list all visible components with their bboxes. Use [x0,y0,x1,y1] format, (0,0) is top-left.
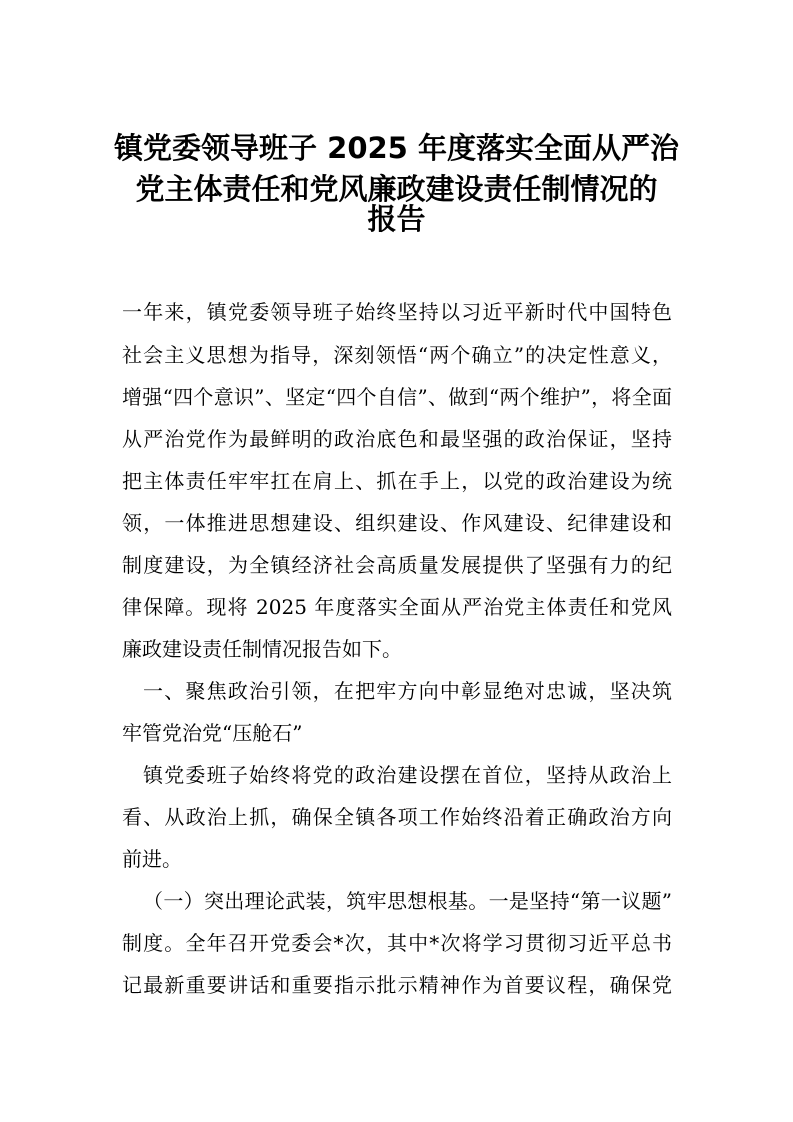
body-line: 把主体责任牢牢扛在肩上、抓在手上，以党的政治建设为统 [122,469,672,493]
body-line: 领，一体推进思想建设、组织建设、作风建设、纪律建设和 [122,511,672,535]
body-line: 律保障。现将 2025 年度落实全面从严治党主体责任和党风 [122,595,672,619]
body-line: 记最新重要讲话和重要指示批示精神作为首要议程，确保党 [122,973,672,997]
body-line: 从严治党作为最鲜明的政治底色和最坚强的政治保证，坚持 [122,427,672,451]
body-line: 一年来，镇党委领导班子始终坚持以习近平新时代中国特色 [122,300,672,324]
body-line: 社会主义思想为指导，深刻领悟“两个确立”的决定性意义， [122,343,672,367]
body-line: 增强“四个意识”、坚定“四个自信”、做到“两个维护”，将全面 [122,385,672,409]
title-line-2: 党主体责任和党风廉政建设责任制情况的 [135,172,658,206]
body-line: 前进。 [122,847,182,871]
body-line: 看、从政治上抓，确保全镇各项工作始终沿着正确政治方向 [122,805,672,829]
section-heading-line: 一、聚焦政治引领，在把牢方向中彰显绝对忠诚，坚决筑 [143,679,672,703]
body-line: 制度。全年召开党委会*次，其中*次将学习贯彻习近平总书 [122,931,672,955]
body-line: 镇党委班子始终将党的政治建设摆在首位，坚持从政治上 [143,763,672,787]
section-heading-line: 牢管党治党“压舱石” [122,721,303,745]
body-line: 制度建设，为全镇经济社会高质量发展提供了坚强有力的纪 [122,553,672,577]
title-line-3: 报告 [367,202,426,236]
body-line: 廉政建设责任制情况报告如下。 [122,637,402,661]
title-line-1: 镇党委领导班子 2025 年度落实全面从严治 [114,131,679,165]
subsection-line: （一）突出理论武装，筑牢思想根基。一是坚持“第一议题” [143,889,672,913]
